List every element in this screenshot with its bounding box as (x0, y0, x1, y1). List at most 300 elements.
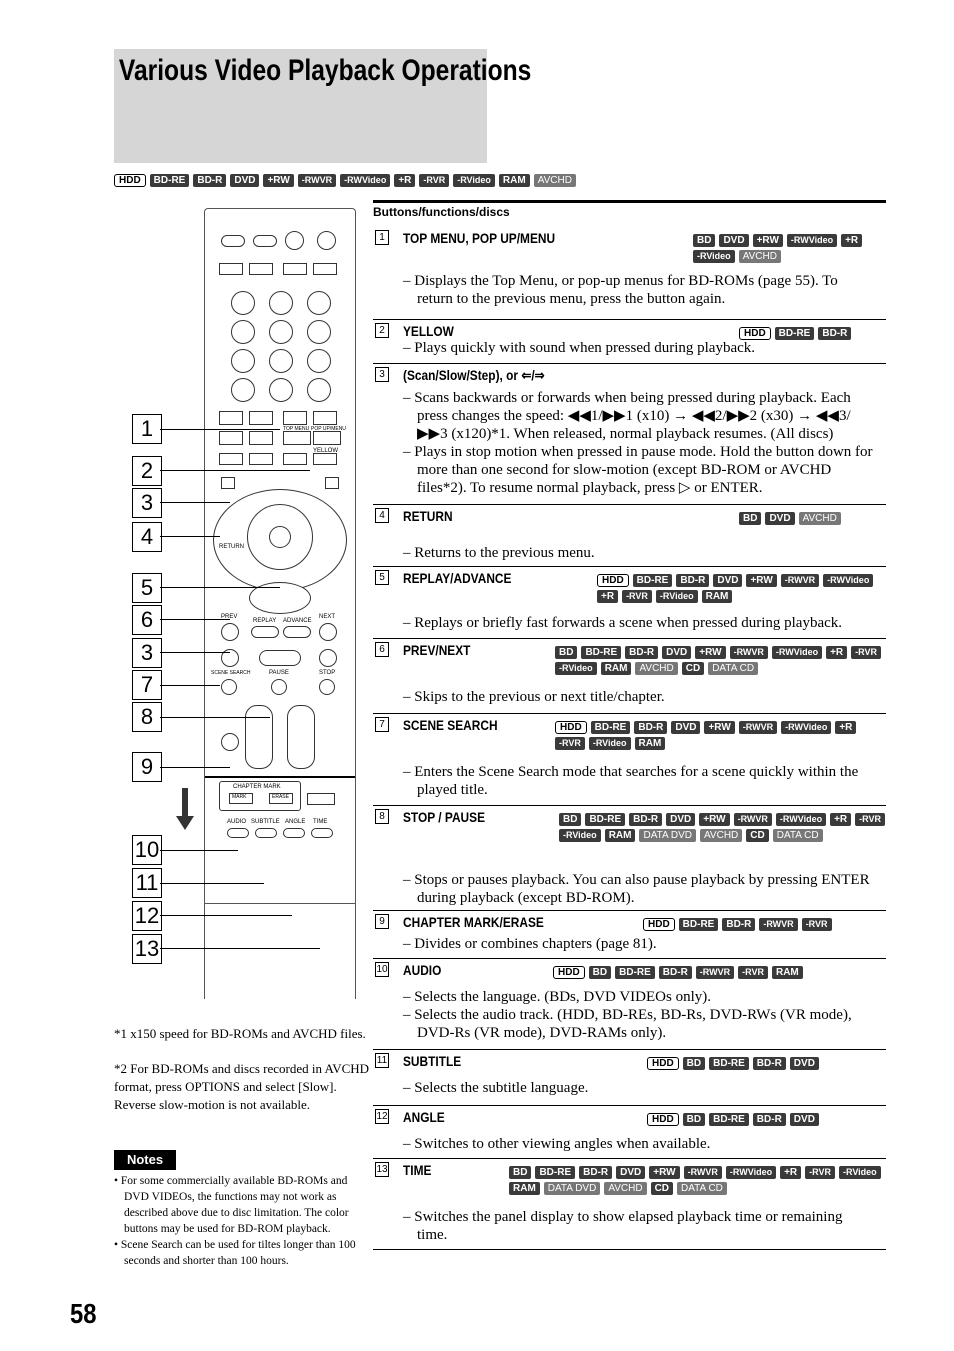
remote-button (219, 453, 243, 465)
disc-badge: HDD (553, 966, 585, 979)
entry-7 (373, 713, 886, 806)
disc-badge: RAM (605, 829, 636, 842)
leader-line (160, 587, 280, 588)
disc-badge: -RVideo (555, 662, 597, 675)
leader-line (160, 767, 230, 768)
remote-button (249, 431, 273, 445)
description-line: – Stops or pauses playback. You can also pause playback by pressing ENTER during playback (except BD-ROM). (403, 872, 870, 906)
disc-badge: -RWVR (696, 966, 734, 979)
disc-badge: +RW (746, 574, 776, 587)
number-key (269, 378, 293, 402)
panel-divider (205, 776, 355, 778)
leader-line (160, 850, 238, 851)
entry-disc-badges (597, 574, 887, 603)
disc-badge: -RWVideo (340, 174, 390, 187)
disc-badge: BD (693, 234, 715, 247)
disc-badge: BD-R (818, 327, 851, 340)
entry-10 (373, 958, 886, 1050)
disc-badge: -RWVR (298, 174, 336, 187)
page-title: Various Video Playback Operations (118, 54, 532, 87)
disc-badge: +R (780, 1166, 801, 1179)
disc-badge: DVD (765, 512, 794, 525)
description-line: – Divides or combines chapters (page 81). (403, 936, 657, 952)
disc-badge: RAM (509, 1182, 540, 1195)
entry-disc-badges (555, 646, 885, 675)
entry-description (403, 935, 873, 953)
callout-10: 10 (132, 835, 162, 865)
callout-9: 9 (132, 752, 162, 782)
disc-badge: -RWVideo (776, 813, 826, 826)
disc-badge: HDD (114, 174, 146, 187)
disc-badge: -RWVideo (726, 1166, 776, 1179)
disc-badge: CD (651, 1182, 673, 1195)
number-key (269, 291, 293, 315)
entry-number: 9 (375, 914, 389, 929)
disc-badge: -RWVR (759, 918, 797, 931)
disc-badge: BD-RE (679, 918, 719, 931)
entry-11 (373, 1049, 886, 1106)
description-line: – Replays or briefly fast forwards a scene when pressed during playback. (403, 615, 843, 631)
disc-badge: +R (597, 590, 618, 603)
audio-button (227, 828, 249, 838)
entry-name: YELLOW (403, 323, 454, 339)
description-line: – Switches to other viewing angles when available. (403, 1136, 711, 1152)
disc-badge: AVCHD (739, 250, 781, 263)
disc-badge: BD-RE (581, 646, 621, 659)
remote-button (285, 231, 304, 250)
entry-description (403, 763, 873, 799)
entry-disc-badges (555, 721, 885, 750)
description-line: – Switches the panel display to show elapsed playback time or remaining time. (403, 1209, 843, 1243)
header-rule (373, 200, 886, 203)
next-button (319, 623, 337, 641)
remote-button (249, 453, 273, 465)
callout-5: 5 (132, 573, 162, 603)
disc-badge: -RWVideo (781, 721, 831, 734)
entry-number: 4 (375, 508, 389, 523)
disc-badge: -RVR (805, 1166, 835, 1179)
angle-label: ANGLE (285, 819, 306, 825)
time-label: TIME (313, 819, 328, 825)
disc-badge: RAM (499, 174, 530, 187)
pause-label: PAUSE (269, 670, 289, 676)
number-key (231, 349, 255, 373)
leader-line (160, 470, 310, 471)
entry-number: 10 (376, 964, 388, 975)
entry-3 (373, 363, 886, 505)
disc-badge-row (114, 174, 576, 187)
column-header: Buttons/functions/discs (373, 205, 510, 219)
entry-name: TOP MENU, POP UP/MENU (403, 230, 556, 246)
number-key (307, 320, 331, 344)
footnote-1: *1 x150 speed for BD-ROMs and AVCHD files. (114, 1026, 366, 1041)
callout-6: 6 (132, 605, 162, 635)
disc-badge: RAM (702, 590, 733, 603)
disc-badge: AVCHD (604, 1182, 646, 1195)
disc-badge: BD (739, 512, 761, 525)
entry-number: 11 (376, 1055, 388, 1066)
disc-badge: DVD (719, 234, 748, 247)
mute-button (221, 733, 239, 751)
disc-badge: BD-R (625, 646, 658, 659)
page-number: 58 (70, 1298, 97, 1329)
top-menu-label: TOP MENU (283, 426, 310, 432)
callout-12: 12 (132, 901, 162, 931)
number-key (231, 320, 255, 344)
entry-2 (373, 319, 886, 364)
disc-badge: BD-R (722, 918, 755, 931)
entry-name: STOP / PAUSE (403, 809, 486, 825)
number-key (307, 378, 331, 402)
entry-description (403, 871, 873, 907)
disc-badge: CD (682, 662, 704, 675)
disc-badge: -RVR (851, 646, 881, 659)
disc-badge: AVCHD (700, 829, 742, 842)
entry-name: RETURN (403, 508, 453, 524)
entry-disc-badges (553, 966, 883, 979)
entry-number: 3 (375, 367, 389, 382)
number-key (269, 349, 293, 373)
remote-illustration (204, 208, 356, 999)
disc-badge: BD (509, 1166, 531, 1179)
entry-13 (373, 1158, 886, 1250)
disc-badge: +R (841, 234, 862, 247)
disc-badge: +R (394, 174, 415, 187)
leader-line (160, 717, 270, 718)
replay-label: REPLAY (253, 618, 277, 624)
callout-4: 4 (132, 522, 162, 552)
disc-badge: BD-RE (150, 174, 190, 187)
entry-description (403, 988, 873, 1042)
disc-badge: -RVideo (656, 590, 698, 603)
entry-name: PREV/NEXT (403, 642, 471, 658)
description-line: – Plays quickly with sound when pressed during playback. (403, 340, 756, 356)
leader-line (160, 536, 220, 537)
disc-badge: +RW (699, 813, 729, 826)
disc-badge: +RW (649, 1166, 679, 1179)
entry-number: 12 (376, 1111, 388, 1122)
leader-line (160, 948, 320, 949)
disc-badge: BD-R (579, 1166, 612, 1179)
disc-badge: BD (559, 813, 581, 826)
yellow-button (313, 453, 337, 465)
title-box (114, 49, 532, 163)
pause-button (271, 679, 287, 695)
disc-badge: HDD (647, 1113, 679, 1126)
entry-8 (373, 805, 886, 911)
entry-1 (373, 226, 886, 320)
notes-heading: Notes (114, 1150, 176, 1170)
remote-button (283, 411, 307, 425)
entry-disc-badges (509, 1166, 885, 1195)
scene-search-label: SCENE SEARCH (211, 670, 251, 676)
entry-6 (373, 638, 886, 714)
disc-badge: BD (589, 966, 611, 979)
entry-disc-badges (739, 512, 884, 525)
remote-button (221, 235, 245, 247)
entry-number: 5 (375, 570, 389, 585)
description-line: – Selects the subtitle language. (403, 1080, 589, 1096)
entry-name: AUDIO (403, 962, 442, 978)
disc-badge: -RWVideo (823, 574, 873, 587)
disc-badge: +R (826, 646, 847, 659)
disc-badge: BD-RE (775, 327, 815, 340)
subtitle-button (255, 828, 277, 838)
entry-5 (373, 566, 886, 639)
disc-badge: -RWVR (734, 813, 772, 826)
disc-badge: HDD (647, 1057, 679, 1070)
disc-badge: -RVR (622, 590, 652, 603)
entry-disc-badges (643, 918, 883, 931)
remote-button (249, 411, 273, 425)
volume-rocker (245, 705, 273, 769)
disc-badge: BD-RE (591, 721, 631, 734)
next-label: NEXT (319, 614, 336, 620)
down-arrow-icon (172, 788, 196, 830)
disc-badge: -RWVideo (787, 234, 837, 247)
disc-badge: BD-R (753, 1113, 786, 1126)
disc-badge: BD-RE (535, 1166, 575, 1179)
number-key (231, 378, 255, 402)
chapter-mark-label: CHAPTER MARK (233, 784, 281, 790)
disc-badge: DVD (790, 1057, 819, 1070)
scan-forward-button (319, 649, 337, 667)
entry-4 (373, 504, 886, 567)
entry-number: 7 (375, 717, 389, 732)
disc-badge: BD-R (634, 721, 667, 734)
scene-search-button (221, 679, 237, 695)
note-item: • For some commercially available BD-ROMs and DVD VIDEOs, the functions may not work as described above due to disc limitation. The color buttons may be used for BD-ROM playback. (114, 1175, 349, 1235)
entry-description (403, 389, 873, 497)
number-key (231, 291, 255, 315)
disc-badge: -RVideo (559, 829, 601, 842)
disc-badge: -RWVR (730, 646, 768, 659)
stop-label: STOP (319, 670, 336, 676)
disc-badge: -RVideo (453, 174, 495, 187)
disc-badge: DATA DVD (544, 1182, 601, 1195)
disc-badge: DVD (230, 174, 259, 187)
description-line: – Displays the Top Menu, or pop-up menus for BD-ROMs (page 55). To return to the previous menu, press the button again. (403, 273, 838, 307)
remote-button (283, 453, 307, 465)
remote-button (283, 263, 307, 275)
disc-badge: -RVR (555, 737, 585, 750)
subtitle-label: SUBTITLE (251, 819, 280, 825)
pop-up-menu-label: POP UP/MENU (311, 426, 346, 432)
panel-divider (205, 903, 355, 904)
disc-badge: BD (555, 646, 577, 659)
entry-9 (373, 910, 886, 959)
callout-7: 7 (132, 670, 162, 700)
disc-badge: AVCHD (799, 512, 841, 525)
remote-button (219, 263, 243, 275)
disc-badge: BD-RE (709, 1057, 749, 1070)
disc-badge: +RW (753, 234, 783, 247)
remote-button (313, 411, 337, 425)
disc-badge: RAM (635, 737, 666, 750)
disc-badge: AVCHD (534, 174, 576, 187)
prev-button (221, 623, 239, 641)
disc-badge: +RW (704, 721, 734, 734)
description-line: – Enters the Scene Search mode that searches for a scene quickly within the played title. (403, 764, 859, 798)
entry-number: 8 (375, 809, 389, 824)
disc-badge: DATA CD (708, 662, 758, 675)
callout-3: 3 (132, 638, 162, 668)
disc-badge: -RVR (855, 813, 885, 826)
disc-badge: -RWVR (684, 1166, 722, 1179)
leader-line (160, 883, 264, 884)
disc-badge: DVD (671, 721, 700, 734)
remote-button (313, 263, 337, 275)
replay-button (251, 626, 279, 638)
disc-badge: DVD (666, 813, 695, 826)
disc-badge: RAM (601, 662, 632, 675)
angle-button (283, 828, 305, 838)
remote-button (307, 793, 335, 805)
number-key (307, 291, 331, 315)
entry-name: SUBTITLE (403, 1053, 462, 1069)
disc-badge: +R (830, 813, 851, 826)
entry-12 (373, 1105, 886, 1159)
callout-11: 11 (132, 868, 162, 898)
entry-name: REPLAY/ADVANCE (403, 570, 512, 586)
advance-button (283, 626, 311, 638)
entry-description (403, 688, 873, 706)
disc-badge: DVD (662, 646, 691, 659)
erase-label: ERASE (272, 794, 289, 800)
entry-description (403, 544, 873, 562)
leader-line (160, 429, 280, 430)
disc-badge: DATA DVD (639, 829, 696, 842)
disc-badge: BD-R (753, 1057, 786, 1070)
disc-badge: DVD (616, 1166, 645, 1179)
callout-8: 8 (132, 702, 162, 732)
disc-badge: -RWVR (739, 721, 777, 734)
disc-badge: HDD (555, 721, 587, 734)
disc-badge: -RVR (802, 918, 832, 931)
return-label: RETURN (219, 544, 244, 550)
callout-1: 1 (132, 414, 162, 444)
disc-badge: HDD (643, 918, 675, 931)
mark-label: MARK (232, 794, 247, 800)
remote-button (317, 231, 336, 250)
disc-badge: -RVR (419, 174, 449, 187)
entry-description (403, 339, 873, 357)
entry-number: 2 (375, 323, 389, 338)
disc-badge: RAM (772, 966, 803, 979)
description-line: – Selects the language. (BDs, DVD VIDEOs only). (403, 989, 712, 1005)
disc-badge: DVD (713, 574, 742, 587)
disc-badge: AVCHD (635, 662, 677, 675)
disc-badge: -RVideo (693, 250, 735, 263)
disc-badge: BD-R (676, 574, 709, 587)
entry-name: ANGLE (403, 1109, 445, 1125)
entry-disc-badges (647, 1057, 887, 1070)
disc-badge: DATA CD (677, 1182, 727, 1195)
description-line: – Selects the audio track. (HDD, BD-REs, BD-Rs, DVD-RWs (VR mode), DVD-Rs (VR mode), DVD-RAMs only). (403, 1007, 852, 1041)
disc-badge: BD (683, 1057, 705, 1070)
yellow-label: YELLOW (313, 448, 339, 454)
entry-disc-badges (647, 1113, 887, 1126)
description-line: – Skips to the previous or next title/chapter. (403, 689, 665, 705)
entry-description (403, 1079, 873, 1097)
entry-number: 6 (375, 642, 389, 657)
top-menu-button (283, 431, 311, 445)
disc-badge: +R (835, 721, 856, 734)
disc-badge: -RWVideo (772, 646, 822, 659)
disc-badge: HDD (597, 574, 629, 587)
leader-line (160, 915, 292, 916)
disc-badge: +RW (695, 646, 725, 659)
entry-description (403, 614, 873, 632)
input-icon (325, 477, 339, 489)
leader-line (160, 502, 230, 503)
entry-description (403, 1208, 873, 1244)
channel-rocker (287, 705, 315, 769)
pop-up-menu-button (313, 431, 341, 445)
entry-name: TIME (403, 1162, 432, 1178)
entry-name: (Scan/Slow/Step), or ⇐/⇒ (403, 367, 545, 383)
disc-badge: +RW (263, 174, 293, 187)
entry-description (403, 1135, 873, 1153)
disc-badge: BD-R (659, 966, 692, 979)
entry-name: CHAPTER MARK/ERASE (403, 914, 544, 930)
display-icon (221, 477, 235, 489)
disc-badge: -RVR (738, 966, 768, 979)
notes-list (114, 1173, 372, 1269)
callout-3: 3 (132, 488, 162, 518)
prev-label: PREV (221, 614, 238, 620)
disc-badge: -RVideo (589, 737, 631, 750)
time-button (311, 828, 333, 838)
entry-disc-badges (559, 813, 887, 842)
disc-badge: CD (746, 829, 768, 842)
entry-description (403, 272, 873, 308)
disc-badge: HDD (739, 327, 771, 340)
disc-badge: BD-RE (709, 1113, 749, 1126)
disc-badge: BD-RE (615, 966, 655, 979)
disc-badge: BD-RE (633, 574, 673, 587)
entry-number: 1 (375, 230, 389, 245)
note-item: • Scene Search can be used for tiltes longer than 100 seconds and shorter than 100 hours. (114, 1239, 356, 1267)
remote-button (249, 263, 273, 275)
remote-button (253, 235, 277, 247)
disc-badge: DVD (790, 1113, 819, 1126)
disc-badge: BD-RE (585, 813, 625, 826)
audio-label: AUDIO (227, 819, 247, 825)
entry-disc-badges (693, 234, 883, 263)
leader-line (160, 652, 230, 653)
description-line: – Plays in stop motion when pressed in pause mode. Hold the button down for more than one second for slow-motion (except BD-ROM or AVCHD files*2). To resume normal playback, press ▷ or ENTER. (403, 444, 873, 496)
disc-badge: BD (683, 1113, 705, 1126)
leader-line (160, 619, 230, 620)
remote-button (219, 431, 243, 445)
disc-badge: -RWVR (781, 574, 819, 587)
play-button (259, 650, 301, 666)
description-line: – Scans backwards or forwards when being pressed during playback. Each press changes the speed: ◀◀1/▶▶1 (x10) → ◀◀2/▶▶2 (x30) → ◀◀3/ ▶▶3 (x120)*1. When released, normal playback resumes. (All discs) (403, 390, 851, 442)
callout-2: 2 (132, 456, 162, 486)
disc-badge: BD-R (193, 174, 226, 187)
footnote-2: *2 For BD-ROMs and discs recorded in AVCHD format, press OPTIONS and select [Slow]. Reverse slow-motion is not available. (114, 1061, 370, 1112)
enter-button (269, 526, 291, 548)
stop-button (319, 679, 335, 695)
entry-number: 13 (376, 1164, 388, 1175)
disc-badge: DATA CD (773, 829, 823, 842)
description-line: – Returns to the previous menu. (403, 545, 595, 561)
entry-name: SCENE SEARCH (403, 717, 498, 733)
number-key (307, 349, 331, 373)
callout-13: 13 (132, 934, 162, 964)
advance-label: ADVANCE (283, 618, 312, 624)
